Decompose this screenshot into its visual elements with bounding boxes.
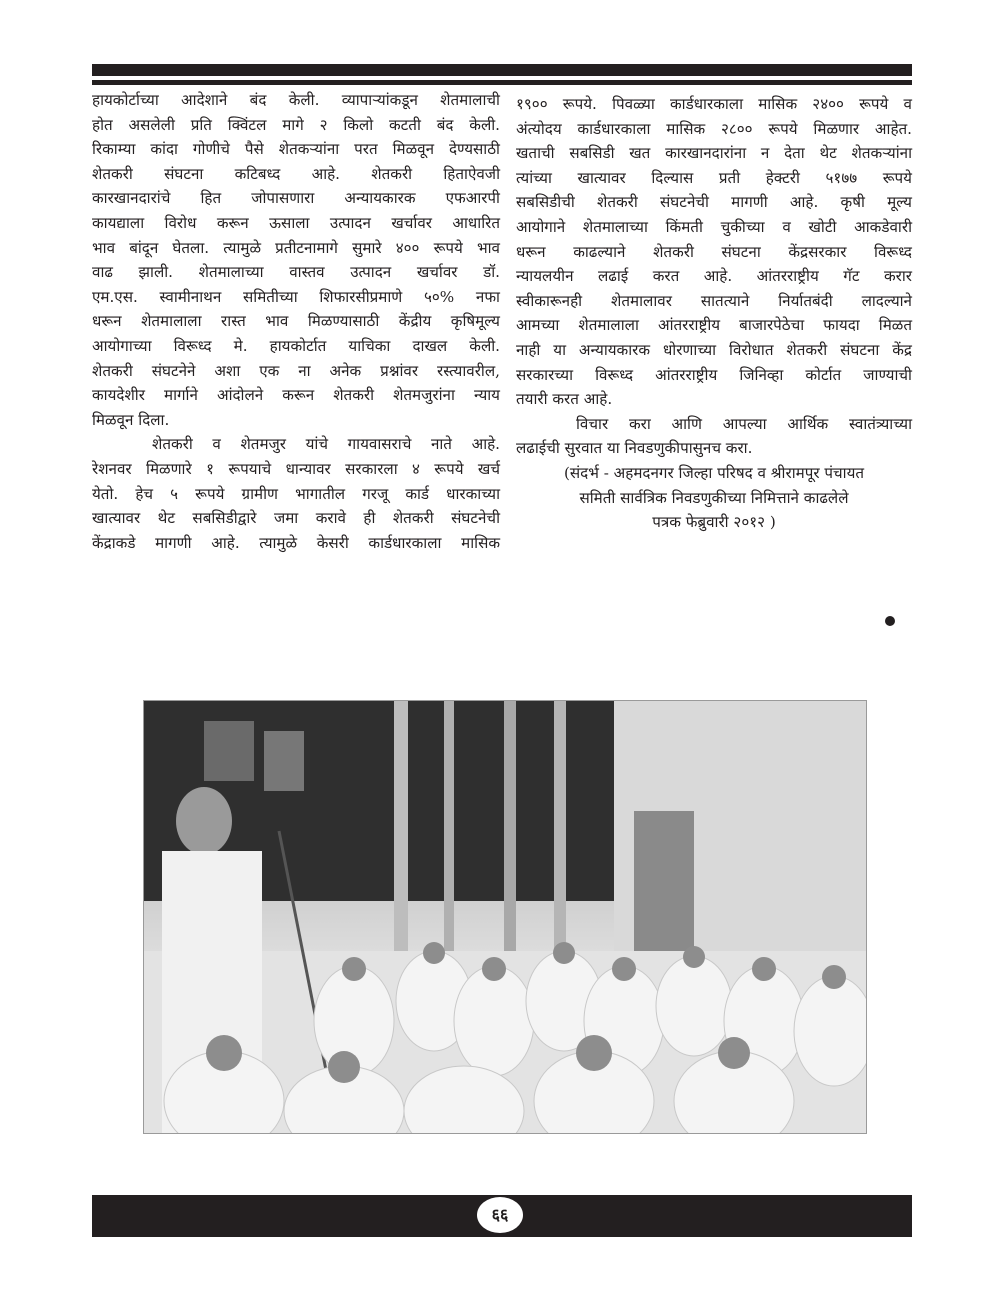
text-line: त्यांच्या खात्यावर दिल्यास प्रती हेक्टरी ५१७७ रूपये	[516, 168, 912, 187]
pillar	[394, 701, 408, 961]
text-line: केंद्राकडे मागणी आहे. त्यामुळे केसरी कार्डधारकाला मासिक	[92, 533, 500, 552]
text-line: येतो. हेच ५ रूपये ग्रामीण भागातील गरजू कार्ड धारकाच्या	[92, 484, 500, 503]
left-paragraph-1	[92, 88, 500, 432]
text-line: हायकोर्टाच्या आदेशाने बंद केली. व्यापाऱ्यांकडून शेतमालाची	[92, 91, 500, 109]
text-line: पत्रक फेब्रुवारी २०१२ )	[652, 513, 776, 532]
text-line: तयारी करत आहे.	[516, 390, 613, 409]
text-line: भाव बांदून घेतला. त्यामुळे प्रतीटनामागे सुमारे ४०० रूपये भाव	[92, 238, 500, 257]
header-rule-thick	[92, 64, 912, 76]
text-line: धरून काढल्याने शेतकरी संघटना केंद्रसरकार विरूध्द	[516, 242, 912, 261]
text-line: आयोगाने शेतमालाच्या किंमती चुकीच्या व खोटी आकडेवारी	[516, 217, 912, 236]
shrine	[634, 811, 694, 961]
reference-note	[516, 461, 912, 535]
pillar	[504, 701, 516, 961]
wall-picture	[204, 721, 254, 781]
text-line: खात्यावर थेट सबसिडीद्वारे जमा करावे ही शेतकरी संघटनेची	[92, 509, 500, 528]
text-line: आयोगाच्या विरूध्द मे. हायकोर्टात याचिका दाखल केली.	[92, 336, 500, 355]
pillar	[554, 701, 566, 961]
text-line: रिकाम्या कांदा गोणीचे पैसे शेतकऱ्यांना परत मिळवून देण्यसाठी	[92, 140, 500, 159]
wall-picture	[264, 731, 304, 791]
header-rule-thin	[92, 80, 912, 85]
left-column	[92, 88, 500, 555]
text-line: लढाईची सुरवात या निवडणुकीपासुनच करा.	[516, 439, 753, 458]
text-line: आमच्या शेतमालाला आंतरराष्ट्रीय बाजारपेठेचा फायदा मिळत	[516, 316, 912, 335]
text-line: शेतकरी व शेतमजुर यांचे गायवासराचे नाते आहे.	[152, 435, 500, 454]
text-line: अंत्योदय कार्डधारकाला मासिक २८०० रूपये मिळणार आहेत.	[516, 119, 912, 138]
text-line: खताची सबसिडी खत कारखानदारांना न देता थेट शेतकऱ्यांना	[516, 144, 912, 163]
text-line: मिळवून दिला.	[92, 410, 170, 429]
text-line: रेशनवर मिळणारे १ रूपयाचे धान्यावर सरकारला ४ रूपये खर्च	[92, 459, 500, 478]
text-line: होत असलेली प्रति क्विंटल मागे २ किलो कटती बंद केली.	[92, 115, 500, 134]
text-line: कायदेशीर मार्गाने आंदोलने करून शेतकरी शेतमजुरांना न्याय	[92, 386, 500, 405]
pillar	[444, 701, 454, 961]
text-line: सरकारच्या विरूध्द आंतरराष्ट्रीय जिनिव्हा कोर्टात जाण्याची	[516, 365, 912, 384]
speaker-head	[176, 787, 232, 855]
farmers-meeting-photo	[143, 700, 867, 1134]
text-line: (संदर्भ - अहमदनगर जिल्हा परिषद व श्रीरामपूर पंचायत	[563, 463, 865, 482]
text-line: समिती सार्वत्रिक निवडणुकीच्या निमित्ताने काढलेले	[579, 488, 849, 507]
text-line: कारखानदारांचे हित जोपासणारा अन्यायकारक एफआरपी	[92, 189, 500, 208]
page-number: ६६	[477, 1197, 523, 1233]
text-line: शेतकरी संघटनेने अशा एक ना अनेक प्रश्नांवर रस्त्यावरील,	[92, 361, 500, 380]
text-line: विचार करा आणि आपल्या आर्थिक स्वातंत्र्याच्या	[576, 414, 912, 433]
right-column	[516, 92, 912, 535]
right-paragraph-2	[516, 412, 912, 461]
end-bullet-icon	[885, 616, 895, 626]
left-paragraph-2	[92, 432, 500, 555]
text-line: एम.एस. स्वामीनाथन समितीच्या शिफारसीप्रमाणे ५०% नफा	[92, 287, 500, 306]
text-line: सबसिडीची शेतकरी संघटनेची मागणी आहे. कृषी मूल्य	[516, 193, 912, 212]
text-line: वाढ झाली. शेतमालाच्या वास्तव उत्पादन खर्चावर डॉ.	[92, 263, 500, 282]
text-line: शेतकरी संघटना कटिबध्द आहे. शेतकरी हिताऐवजी	[92, 164, 500, 183]
photo-illustration	[144, 701, 866, 1133]
text-line: नाही या अन्यायकारक धोरणाच्या विरोधात शेतकरी संघटना केंद्र	[516, 340, 912, 359]
right-paragraph-1	[516, 92, 912, 412]
text-line: धरून शेतमालाला रास्त भाव मिळण्यासाठी केंद्रीय कृषिमूल्य	[92, 312, 500, 331]
text-line: स्वीकारूनही शेतमालावर सातत्याने निर्यातबंदी लादल्याने	[516, 291, 912, 310]
text-line: न्यायलयीन लढाई करत आहे. आंतरराष्ट्रीय गॅट करार	[516, 267, 912, 286]
text-line: कायद्याला विरोध करून ऊसाला उत्पादन खर्चावर आधारित	[92, 213, 500, 232]
text-line: १९०० रूपये. पिवळ्या कार्डधारकाला मासिक २४०० रूपये व	[516, 95, 912, 113]
